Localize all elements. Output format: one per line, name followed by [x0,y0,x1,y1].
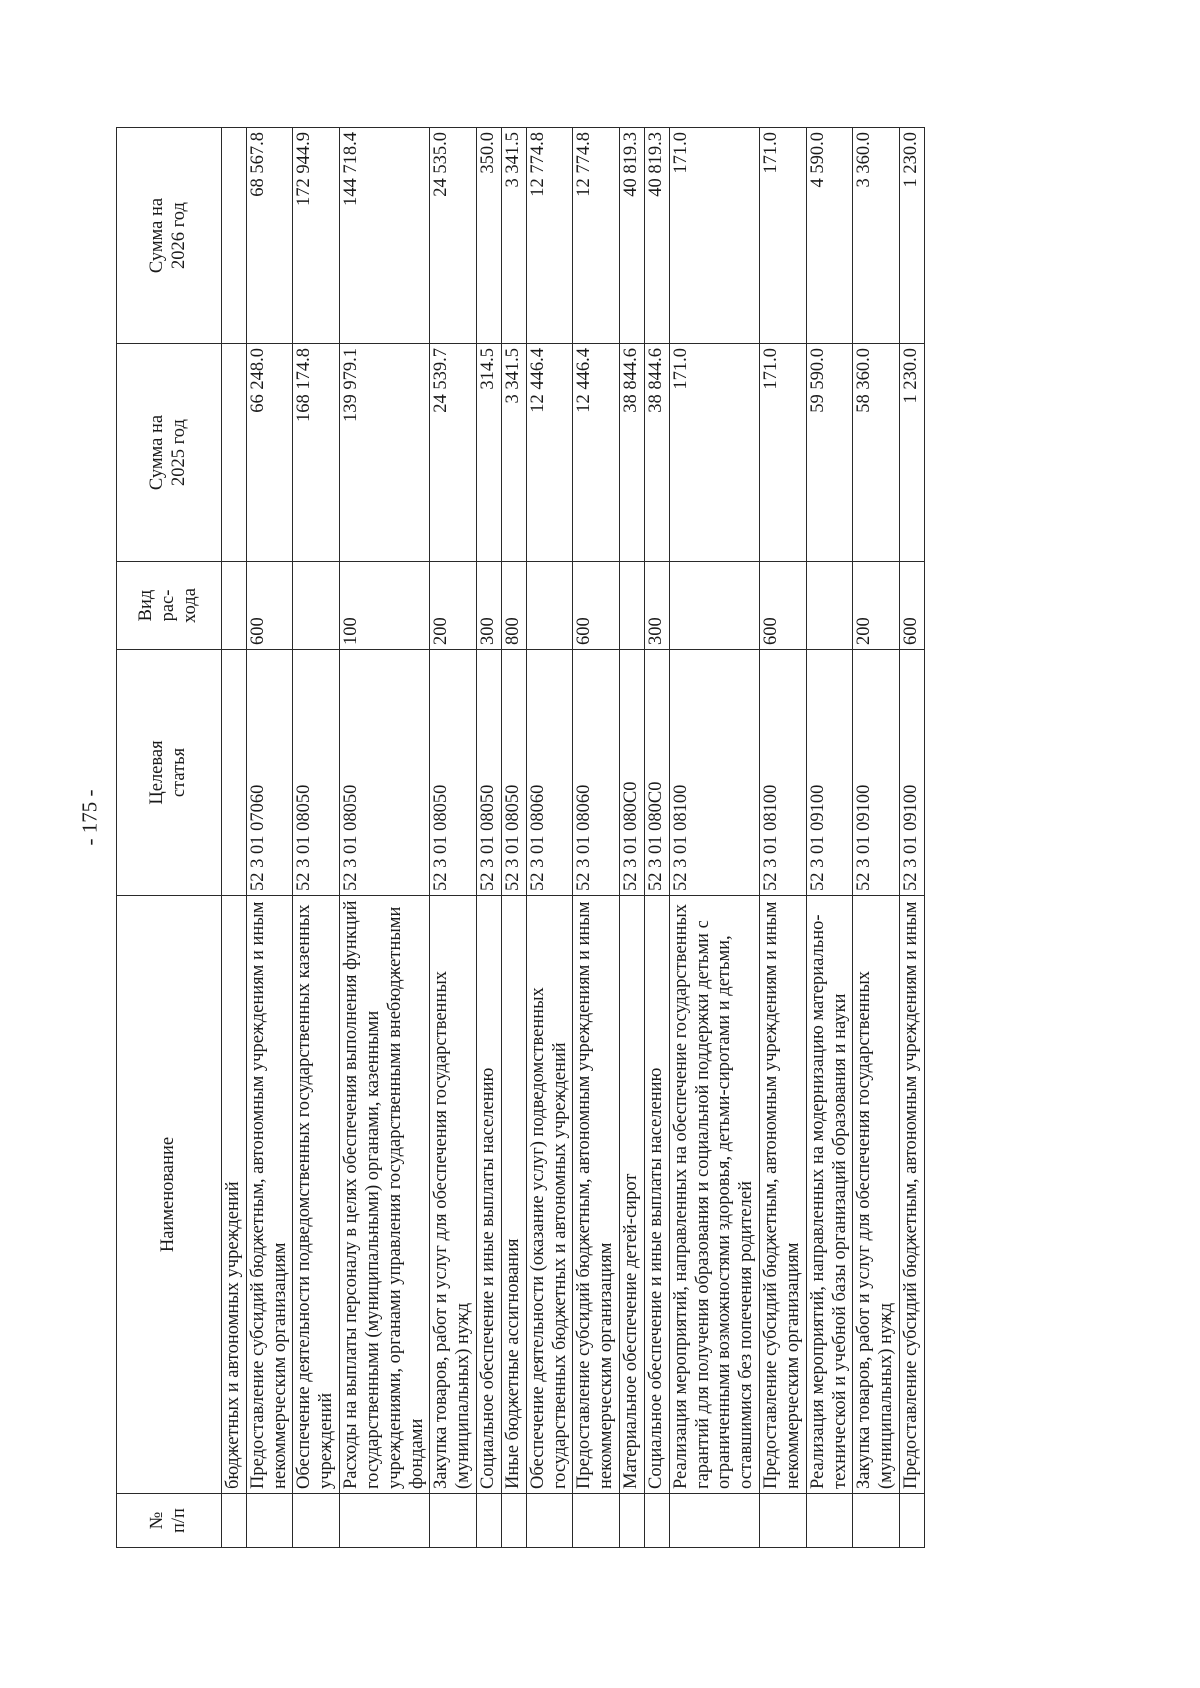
cell-target-article: 52 3 01 08050 [340,650,430,896]
cell-expense-type: 600 [246,562,293,650]
cell-expense-type: 100 [340,562,430,650]
cell-expense-type: 600 [573,562,620,650]
cell-expense-type: 300 [644,562,669,650]
rotated-table [116,128,1064,1548]
header-number: № п/п [117,1494,222,1548]
cell-sum-2025: 12 446.4 [526,344,573,562]
cell-number [430,1494,477,1548]
cell-sum-2025: 12 446.4 [573,344,620,562]
cell-sum-2025: 38 844.6 [644,344,669,562]
table-row [246,128,293,1548]
cell-target-article: 52 3 01 08060 [573,650,620,896]
table-row [526,128,573,1548]
cell-sum-2026: 171.0 [669,128,759,344]
cell-name: Закупка товаров, работ и услуг для обеспечения государственных (муниципальных) нужд [430,896,477,1494]
cell-expense-type: 800 [501,562,526,650]
cell-target-article: 52 3 01 08050 [430,650,477,896]
cell-target-article: 52 3 01 09100 [806,650,853,896]
cell-number [620,1494,645,1548]
cell-name: Предоставление субсидий бюджетным, автономным учреждениям и иным некоммерческим организациям [246,896,293,1494]
cell-sum-2026: 172 944.9 [293,128,340,344]
header-expense-type: Вид рас- хода [117,562,222,650]
cell-expense-type [526,562,573,650]
cell-number [526,1494,573,1548]
cell-sum-2026: 12 774.8 [526,128,573,344]
cell-sum-2026: 24 535.0 [430,128,477,344]
cell-name: Материальное обеспечение детей-сирот [620,896,645,1494]
table-row [340,128,430,1548]
cell-number [340,1494,430,1548]
table-row [222,128,247,1548]
cell-sum-2025 [222,344,247,562]
cell-name: Социальное обеспечение и иные выплаты населению [477,896,502,1494]
table-row [853,128,900,1548]
table-row [760,128,807,1548]
cell-sum-2025: 58 360.0 [853,344,900,562]
cell-sum-2026: 171.0 [760,128,807,344]
cell-number [760,1494,807,1548]
cell-sum-2025: 66 248.0 [246,344,293,562]
cell-target-article: 52 3 01 080С0 [644,650,669,896]
cell-expense-type: 600 [760,562,807,650]
cell-expense-type [669,562,759,650]
cell-expense-type: 600 [900,562,925,650]
cell-expense-type: 200 [430,562,477,650]
cell-target-article: 52 3 01 08050 [293,650,340,896]
table-row [644,128,669,1548]
cell-sum-2026: 1 230.0 [900,128,925,344]
table-row [430,128,477,1548]
header-sum-2026: Сумма на 2026 год [117,128,222,344]
cell-sum-2025: 139 979.1 [340,344,430,562]
cell-number [222,1494,247,1548]
table-row [501,128,526,1548]
cell-expense-type: 200 [853,562,900,650]
cell-name: Обеспечение деятельности подведомственных государственных казенных учреждений [293,896,340,1494]
table-row [620,128,645,1548]
cell-name: Закупка товаров, работ и услуг для обеспечения государственных (муниципальных) нужд [853,896,900,1494]
cell-number [853,1494,900,1548]
cell-sum-2025: 171.0 [760,344,807,562]
cell-expense-type [620,562,645,650]
table-row [573,128,620,1548]
cell-sum-2025: 3 341.5 [501,344,526,562]
cell-sum-2026: 12 774.8 [573,128,620,344]
cell-target-article: 52 3 01 08100 [760,650,807,896]
cell-sum-2025: 38 844.6 [620,344,645,562]
cell-number [293,1494,340,1548]
cell-name: Предоставление субсидий бюджетным, автономным учреждениям и иным некоммерческим организациям [760,896,807,1494]
cell-number [477,1494,502,1548]
table-header-row [117,128,222,1548]
cell-sum-2025: 171.0 [669,344,759,562]
table-row [477,128,502,1548]
cell-number [669,1494,759,1548]
cell-number [900,1494,925,1548]
cell-target-article: 52 3 01 07060 [246,650,293,896]
budget-table [116,127,925,1548]
cell-target-article: 52 3 01 09100 [900,650,925,896]
table-row [293,128,340,1548]
cell-sum-2025: 168 174.8 [293,344,340,562]
cell-name: Предоставление субсидий бюджетным, автономным учреждениям и иным некоммерческим организациям [573,896,620,1494]
header-target-article: Целевая статья [117,650,222,896]
cell-sum-2026 [222,128,247,344]
header-name: Наименование [117,896,222,1494]
cell-expense-type [222,562,247,650]
table-row [806,128,853,1548]
table-body [222,128,925,1548]
cell-sum-2025: 1 230.0 [900,344,925,562]
cell-name: Расходы на выплаты персоналу в целях обеспечения выполнения функций государственными (муниципальными) органами, казенными учреждениями, органами управления государственными внебюджетными фондами [340,896,430,1494]
cell-sum-2026: 144 718.4 [340,128,430,344]
cell-sum-2026: 68 567.8 [246,128,293,344]
cell-sum-2026: 40 819.3 [644,128,669,344]
cell-number [501,1494,526,1548]
cell-target-article: 52 3 01 09100 [853,650,900,896]
cell-name: Обеспечение деятельности (оказание услуг) подведомственных государственных бюджетных и автономных учреждений [526,896,573,1494]
cell-target-article [222,650,247,896]
cell-number [806,1494,853,1548]
cell-sum-2025: 24 539.7 [430,344,477,562]
cell-sum-2026: 3 360.0 [853,128,900,344]
cell-sum-2025: 59 590.0 [806,344,853,562]
page-number: - 175 - [77,789,102,846]
cell-target-article: 52 3 01 08100 [669,650,759,896]
cell-sum-2026: 40 819.3 [620,128,645,344]
cell-expense-type [293,562,340,650]
cell-target-article: 52 3 01 08050 [501,650,526,896]
table-row [669,128,759,1548]
table-row [900,128,925,1548]
cell-target-article: 52 3 01 08050 [477,650,502,896]
cell-name: Социальное обеспечение и иные выплаты населению [644,896,669,1494]
cell-number [644,1494,669,1548]
cell-target-article: 52 3 01 080С0 [620,650,645,896]
cell-name: Реализация мероприятий, направленных на модернизацию материально-технической и учебной базы организаций образования и науки [806,896,853,1494]
cell-target-article: 52 3 01 08060 [526,650,573,896]
cell-name: Иные бюджетные ассигнования [501,896,526,1494]
cell-name: бюджетных и автономных учреждений [222,896,247,1494]
cell-expense-type: 300 [477,562,502,650]
table-container [116,128,1064,1548]
cell-sum-2026: 4 590.0 [806,128,853,344]
cell-sum-2026: 3 341.5 [501,128,526,344]
cell-name: Реализация мероприятий, направленных на обеспечение государственных гарантий для получения образования и социальной поддержки детьми с ограниченными возможностями здоровья, детьми-сиротами и детьми, оставшимися без попечения родителей [669,896,759,1494]
cell-expense-type [806,562,853,650]
cell-number [246,1494,293,1548]
cell-sum-2026: 350.0 [477,128,502,344]
header-sum-2025: Сумма на 2025 год [117,344,222,562]
cell-number [573,1494,620,1548]
cell-name: Предоставление субсидий бюджетным, автономным учреждениям и иным [900,896,925,1494]
cell-sum-2025: 314.5 [477,344,502,562]
